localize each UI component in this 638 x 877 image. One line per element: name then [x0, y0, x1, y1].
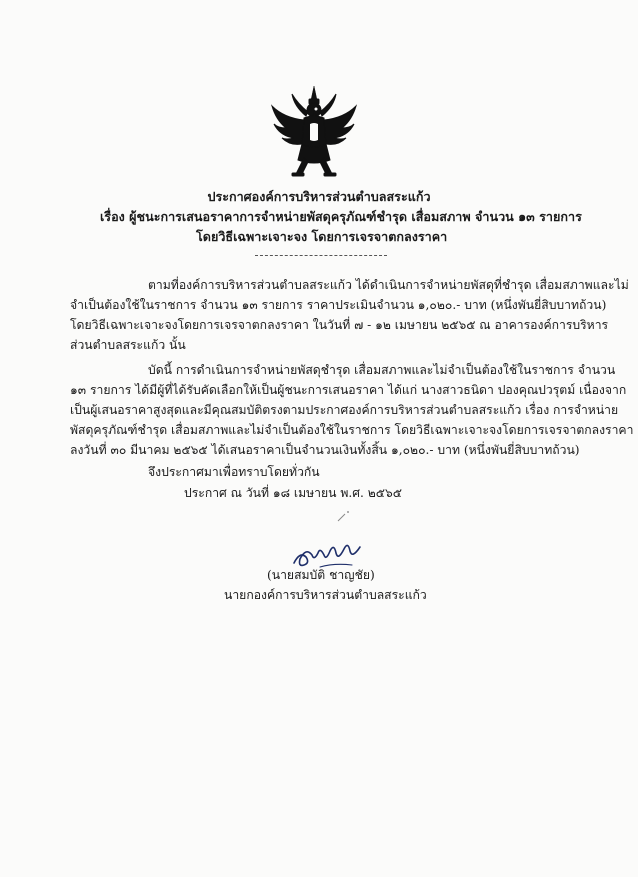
subject-line-1: เรื่อง ผู้ชนะการเสนอราคาการจำหน่ายพัสดุครุภัณฑ์ชำรุด เสื่อมสภาพ จำนวน ๑๓ รายการ: [100, 209, 582, 224]
handwritten-signature-icon: [290, 537, 364, 571]
closing-text: จึงประกาศมาเพื่อทราบโดยทั่วกัน: [148, 465, 320, 479]
paragraph-1-line-1: ตามที่องค์การบริหารส่วนตำบลสระแก้ว ได้ดำเนินการจำหน่ายพัสดุที่ชำรุด เสื่อมสภาพและไม่: [148, 278, 629, 292]
paragraph-1-line-3: โดยวิธีเฉพาะเจาะจงโดยการเจรจาตกลงราคา ในวันที่ ๗ - ๑๒ เมษายน ๒๕๖๕ ณ อาคารองค์การบริหาร: [70, 318, 609, 332]
subject-line-2: โดยวิธีเฉพาะเจาะจง โดยการเจรจาตกลงราคา: [196, 229, 448, 244]
paragraph-2-line-4: พัสดุครุภัณฑ์ชำรุด เสื่อมสภาพและไม่จำเป็นต้องใช้ในราชการ โดยวิธีเฉพาะเจาะจงโดยการเจรจาตกลงราคา: [70, 423, 634, 437]
paragraph-1-line-4: ส่วนตำบลสระแก้ว นั้น: [70, 338, 186, 352]
divider-line: [255, 255, 387, 256]
paragraph-2-line-1: บัดนี้ การดำเนินการจำหน่ายพัสดุชำรุด เสื่อมสภาพและไม่จำเป็นต้องใช้ในราชการ จำนวน: [148, 363, 616, 377]
paragraph-2-line-2: ๑๓ รายการ ได้มีผู้ที่ได้รับคัดเลือกให้เป็นผู้ชนะการเสนอราคา ได้แก่ นางสาวธนิดา ปองคุณปวรุตม์ เนื่องจาก: [70, 383, 627, 397]
signatory-name: (นายสมบัติ ชาญชัย): [267, 568, 375, 582]
signatory-position: นายกองค์การบริหารส่วนตำบลสระแก้ว: [224, 588, 427, 602]
paragraph-1-line-2: จำเป็นต้องใช้ในราชการ จำนวน ๑๓ รายการ ราคาประเมินจำนวน ๑,๐๒๐.- บาท (หนึ่งพันยี่สิบบาทถ้วน): [70, 298, 607, 312]
garuda-emblem-icon: [270, 84, 358, 180]
paragraph-2-line-3: เป็นผู้เสนอราคาสูงสุดและมีคุณสมบัติตรงตามประกาศองค์การบริหารส่วนตำบลสระแก้ว เรื่อง การจำหน่าย: [70, 403, 619, 417]
ink-speck-icon: [336, 509, 354, 523]
announcement-date: ประกาศ ณ วันที่ ๑๘ เมษายน พ.ศ. ๒๕๖๕: [184, 486, 402, 500]
issuer-title: ประกาศองค์การบริหารส่วนตำบลสระแก้ว: [207, 189, 431, 204]
paragraph-2-line-5: ลงวันที่ ๓๐ มีนาคม ๒๕๖๕ ได้เสนอราคาเป็นจำนวนเงินทั้งสิ้น ๑,๐๒๐.- บาท (หนึ่งพันยี่สิบบาทถ้วน): [70, 443, 580, 457]
